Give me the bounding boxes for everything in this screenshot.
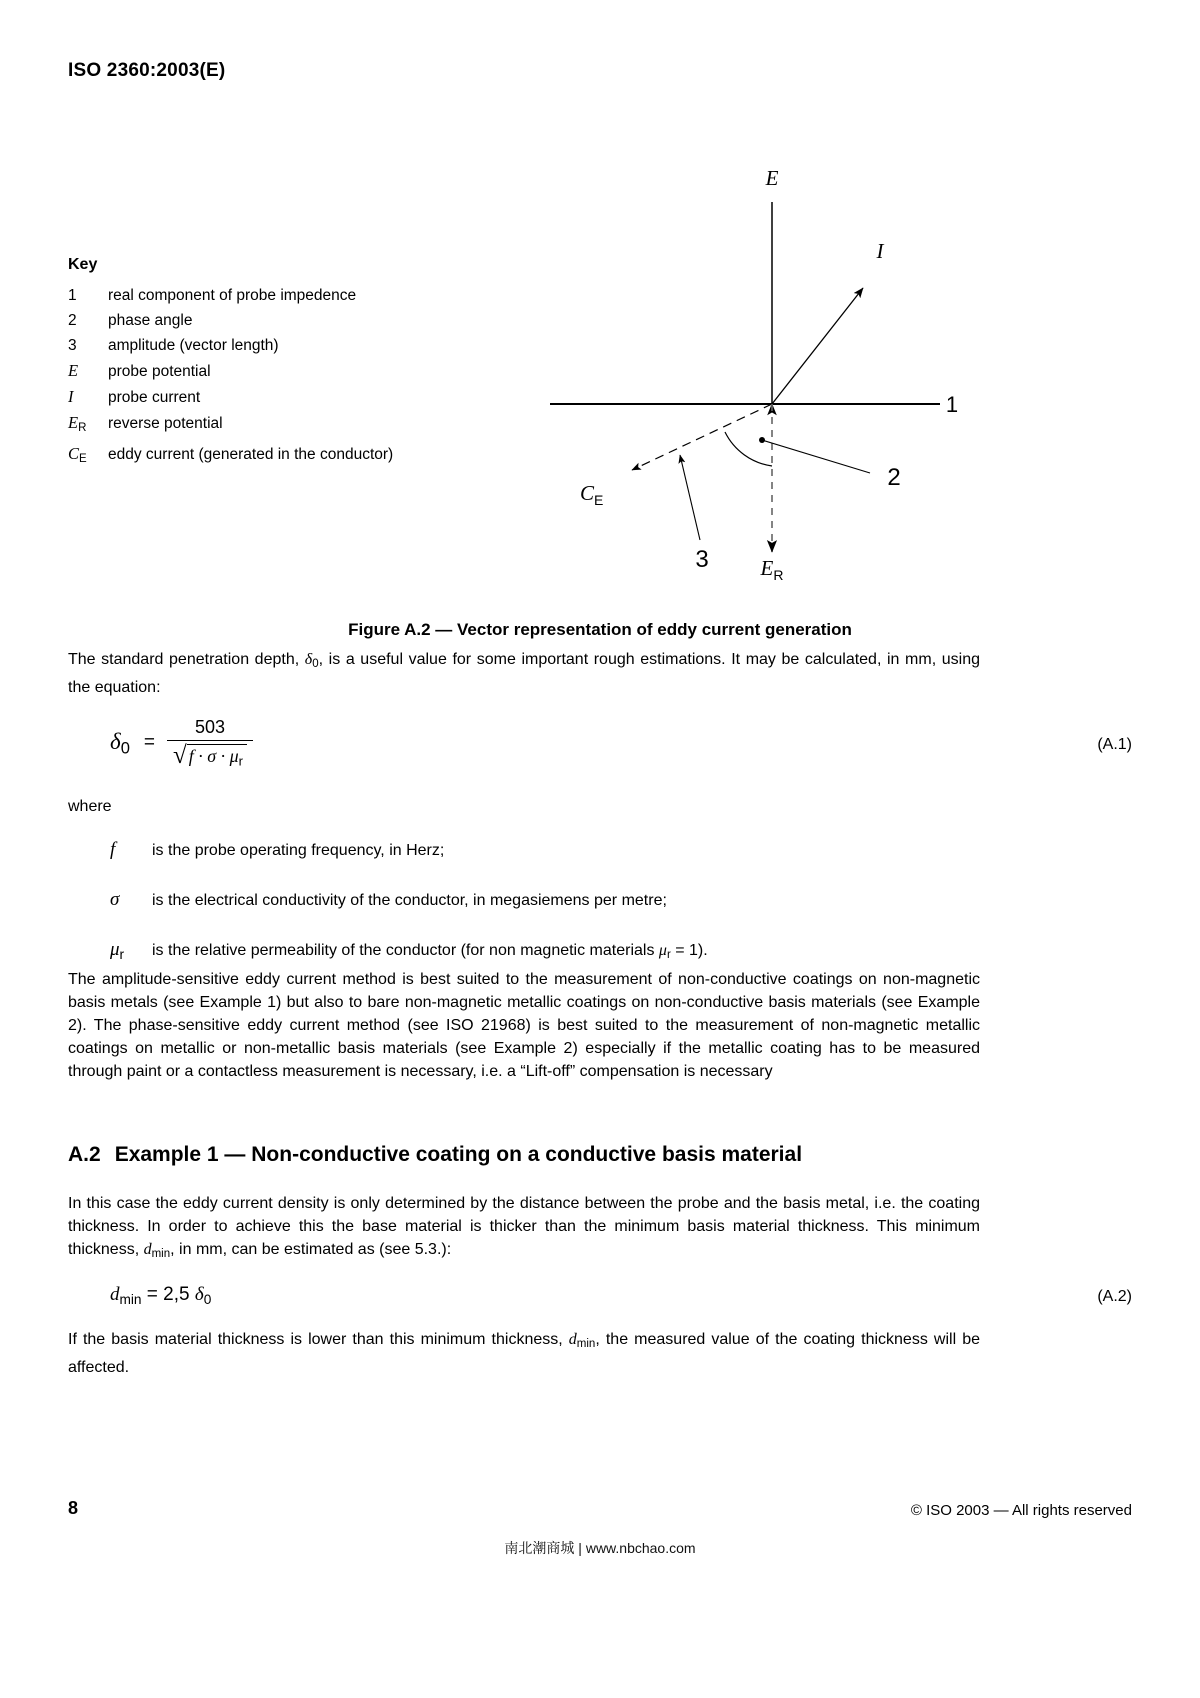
label-phase-angle: 2 bbox=[887, 464, 901, 491]
phase-angle-leader bbox=[762, 440, 870, 473]
key-description: probe current bbox=[108, 389, 201, 406]
key-item-e bbox=[68, 358, 488, 384]
paragraph-penetration-depth bbox=[68, 648, 980, 699]
key-symbol: 2 bbox=[68, 312, 77, 329]
label-i-vector: I bbox=[876, 239, 884, 263]
paragraph-methods: The amplitude-sensitive eddy current method is best suited to the measurement of non-conductive coatings on non-magnetic basis metals (see Example 1) but also to bare non-magnetic metallic coatings on non-conductive basis materials (see Example 2). The phase-sensitive eddy current method (see ISO 21968) is best suited to the measurement of non-magnetic metallic coatings on metallic or non-metallic basis materials (see Example 2) especially if the metallic coating has to be measured through paint or a contactless measurement is necessary, i.e. a “Lift-off” compensation is necessary bbox=[68, 971, 980, 1080]
section-number: A.2 bbox=[68, 1143, 101, 1166]
label-eddy-current: $C_E$ bbox=[580, 481, 604, 508]
copyright-notice: © ISO 2003 — All rights reserved bbox=[910, 1502, 1132, 1519]
key-description: real component of probe impedence bbox=[108, 287, 357, 304]
label-amplitude: 3 bbox=[695, 546, 709, 573]
symbol-mu: $\mu_r$ bbox=[110, 939, 125, 962]
para-text-a: The standard penetration depth, bbox=[68, 651, 305, 668]
equation-a2-lhs: $d_{min}$ bbox=[110, 1284, 142, 1307]
equation-a2-delta: $\delta_0$ bbox=[194, 1284, 212, 1307]
key-symbol: 1 bbox=[68, 287, 77, 304]
equation-a2-rhs: = 2,5 bbox=[141, 1284, 195, 1305]
figure-caption: Figure A.2 — Vector representation of eddy current generation bbox=[348, 620, 852, 639]
radical-icon: √ bbox=[173, 742, 187, 770]
equation-a1-denominator bbox=[167, 741, 253, 769]
definition-f: is the probe operating frequency, in Herz; bbox=[152, 842, 445, 859]
key-description: reverse potential bbox=[108, 415, 223, 432]
key-item-ce bbox=[68, 441, 488, 472]
paragraph-a2-second: If the basis material thickness is lower than this minimum thickness, $d_{min}$, the measured value of the coating thickness will be affected. bbox=[68, 1331, 981, 1377]
key-description: probe potential bbox=[108, 363, 211, 380]
paragraph-a2-first: In this case the eddy current density is only determined by the distance between the probe and the basis metal, i.e. the coating thickness. In order to achieve this the base material is thicker than the minimum basis material thickness. This minimum thickness, $d_{min}$, in mm, can be estimated as (see 5.3.): bbox=[68, 1195, 980, 1261]
watermark: 南北潮商城 | www.nbchao.com bbox=[504, 1540, 696, 1556]
vector-diagram bbox=[540, 140, 960, 580]
where-label: where bbox=[68, 798, 112, 815]
symbol-sigma: σ bbox=[110, 889, 120, 910]
equation-a1-fraction bbox=[167, 718, 253, 769]
key-symbol: I bbox=[68, 387, 74, 406]
key-item-1 bbox=[68, 283, 488, 308]
label-real-axis: 1 bbox=[945, 392, 959, 417]
amplitude-leader bbox=[680, 455, 700, 540]
ce-vector-line bbox=[632, 404, 772, 470]
equation-a1-number: (A.1) bbox=[1097, 736, 1132, 753]
phase-angle-arc bbox=[725, 432, 772, 466]
definition-mu: is the relative permeability of the conductor (for non magnetic materials $\mu_r = 1$). bbox=[152, 942, 708, 962]
label-e-axis: E bbox=[765, 166, 779, 190]
key-description: eddy current (generated in the conductor) bbox=[108, 446, 394, 463]
key-description: phase angle bbox=[108, 312, 193, 329]
equation-a1-numerator: 503 bbox=[194, 717, 226, 737]
key-title: Key bbox=[68, 256, 98, 273]
section-title: Example 1 — Non-conductive coating on a conductive basis material bbox=[114, 1143, 803, 1166]
i-vector-line bbox=[772, 288, 863, 404]
document-header: ISO 2360:2003(E) bbox=[68, 60, 226, 81]
key-symbol: $C_E$ bbox=[68, 444, 87, 465]
page-number: 8 bbox=[68, 1498, 79, 1518]
definition-sigma: is the electrical conductivity of the conductor, in megasiemens per metre; bbox=[152, 892, 667, 909]
key-symbol: 3 bbox=[68, 337, 77, 354]
key-item-2 bbox=[68, 308, 488, 333]
where-item-sigma bbox=[110, 888, 990, 912]
where-item-f bbox=[110, 838, 990, 862]
para-text-b: , is a useful value for some important rough estimations. It may be calculated, in mm, using the equation: bbox=[68, 651, 980, 697]
figure-key bbox=[68, 256, 488, 472]
key-item-3 bbox=[68, 333, 488, 358]
label-reverse-potential: $E_R$ bbox=[760, 556, 784, 580]
key-item-er bbox=[68, 410, 488, 441]
square-root bbox=[173, 744, 247, 769]
key-symbol: $E_R$ bbox=[68, 413, 87, 434]
equation-a1-lhs: $\delta_0$ bbox=[110, 728, 130, 758]
equation-a2 bbox=[110, 1284, 211, 1307]
dmin-symbol-2: $d_{min}$ bbox=[568, 1331, 596, 1351]
dmin-symbol: $d_{min}$ bbox=[143, 1241, 171, 1261]
where-item-mu bbox=[110, 938, 990, 967]
symbol-f: f bbox=[110, 839, 116, 860]
section-heading-a2 bbox=[68, 1143, 802, 1167]
delta-symbol: $\delta_0$ bbox=[304, 651, 319, 671]
phase-angle-dot bbox=[759, 437, 765, 443]
equation-a2-number: (A.2) bbox=[1097, 1288, 1132, 1305]
key-item-i bbox=[68, 384, 488, 410]
equation-a1 bbox=[110, 718, 253, 769]
radicand: $f \cdot \sigma \cdot \mu_r$ bbox=[187, 744, 247, 769]
key-description: amplitude (vector length) bbox=[108, 337, 279, 354]
equation-a1-equals: = bbox=[143, 732, 156, 754]
key-symbol: E bbox=[68, 361, 79, 380]
